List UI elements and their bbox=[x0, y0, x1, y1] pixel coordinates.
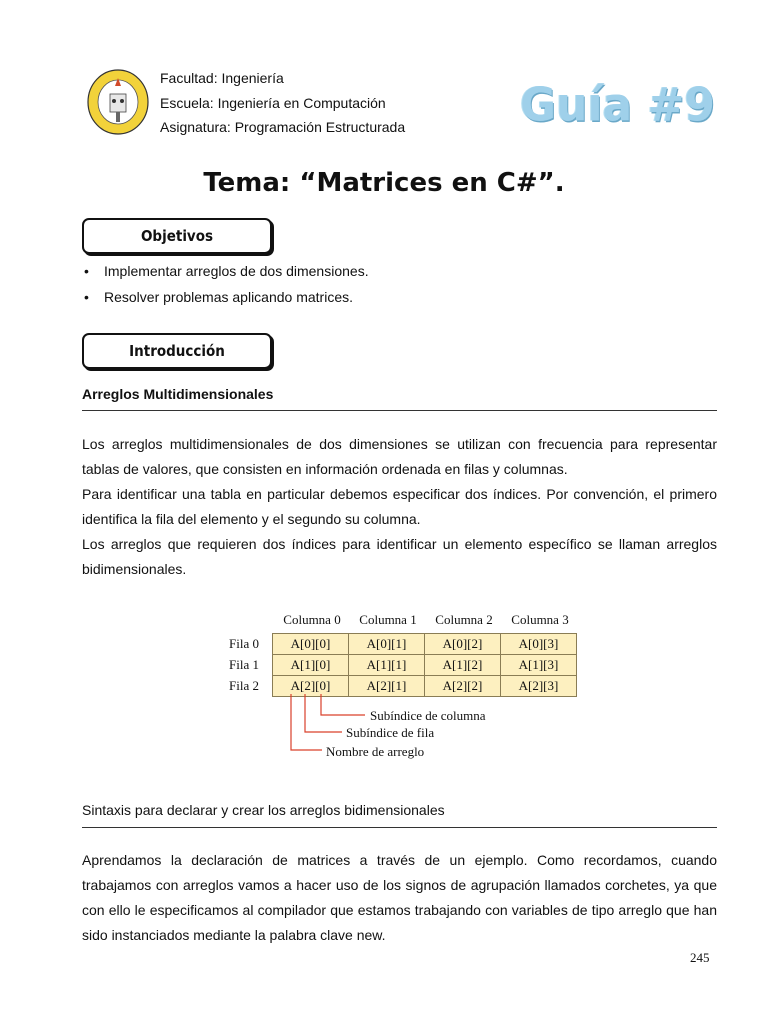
objectives-list bbox=[82, 261, 682, 313]
divider bbox=[82, 827, 717, 828]
column-subscript-arrow bbox=[321, 694, 365, 715]
matrix-cell: A[2][0] bbox=[273, 676, 349, 697]
row-subscript-label: Subíndice de fila bbox=[346, 725, 435, 740]
objective-item: • Implementar arreglos de dos dimensiones. bbox=[82, 261, 682, 287]
subject-line: Asignatura: Programación Estructurada bbox=[160, 119, 406, 135]
row-label: Fila 2 bbox=[229, 678, 259, 693]
matrix-cell: A[2][2] bbox=[425, 676, 501, 697]
guide-number: Guía #9 bbox=[520, 78, 716, 133]
column-header: Columna 3 bbox=[511, 612, 569, 627]
matrix-cell: A[1][1] bbox=[349, 655, 425, 676]
matrix-cell: A[1][2] bbox=[425, 655, 501, 676]
introduction-heading: Introducción bbox=[82, 333, 272, 369]
table-row bbox=[273, 655, 577, 676]
array-name-label: Nombre de arreglo bbox=[326, 744, 425, 759]
paragraph: Los arreglos multidimensionales de dos dimensiones se utilizan con frecuencia para representar tablas de valores, que consisten en información ordenada en filas y columnas. bbox=[82, 436, 717, 477]
matrix-cell: A[0][1] bbox=[349, 634, 425, 655]
university-logo bbox=[86, 68, 150, 136]
paragraph: Para identificar una tabla en particular debemos especificar dos índices. Por convención, el primero identifica la fila del elemento y el segundo su columna. bbox=[82, 486, 717, 527]
objectives-heading: Objetivos bbox=[82, 218, 272, 254]
matrix-cell: A[2][1] bbox=[349, 676, 425, 697]
table-row bbox=[273, 634, 577, 655]
section-subheading: Arreglos Multidimensionales bbox=[82, 386, 274, 402]
row-label: Fila 1 bbox=[229, 657, 259, 672]
matrix-cell: A[0][0] bbox=[273, 634, 349, 655]
faculty-line: Facultad: Ingeniería bbox=[160, 70, 284, 86]
paragraph: Los arreglos que requieren dos índices para identificar un elemento específico se llaman arreglos bidimensionales. bbox=[82, 536, 717, 577]
row-subscript-arrow bbox=[305, 694, 342, 732]
matrix-cell: A[0][2] bbox=[425, 634, 501, 655]
matrix-cell: A[0][3] bbox=[501, 634, 577, 655]
syntax-paragraph bbox=[82, 848, 717, 948]
intro-paragraphs bbox=[82, 432, 717, 582]
array-name-arrow bbox=[291, 694, 322, 750]
page-number: 245 bbox=[690, 950, 710, 965]
row-label: Fila 0 bbox=[229, 636, 259, 651]
column-subscript-label: Subíndice de columna bbox=[370, 708, 486, 723]
objective-item: • Resolver problemas aplicando matrices. bbox=[82, 287, 682, 313]
matrix-table bbox=[272, 633, 577, 697]
divider bbox=[82, 410, 717, 411]
page-title: Tema: “Matrices en C#”. bbox=[203, 168, 565, 198]
paragraph: Aprendamos la declaración de matrices a través de un ejemplo. Como recordamos, cuando trabajamos con arreglos vamos a hacer uso de los signos de agrupación llamados corchetes, ya que con ello le especificamos al compilador que estamos trabajando con variables de tipo arreglo que han sido instanciados mediante la palabra clave new. bbox=[82, 852, 717, 943]
matrix-cell: A[2][3] bbox=[501, 676, 577, 697]
column-header: Columna 0 bbox=[283, 612, 341, 627]
syntax-subheading: Sintaxis para declarar y crear los arreglos bidimensionales bbox=[82, 802, 445, 818]
school-line: Escuela: Ingeniería en Computación bbox=[160, 95, 386, 111]
matrix-cell: A[1][3] bbox=[501, 655, 577, 676]
column-header: Columna 2 bbox=[435, 612, 493, 627]
column-header: Columna 1 bbox=[359, 612, 417, 627]
matrix-cell: A[1][0] bbox=[273, 655, 349, 676]
